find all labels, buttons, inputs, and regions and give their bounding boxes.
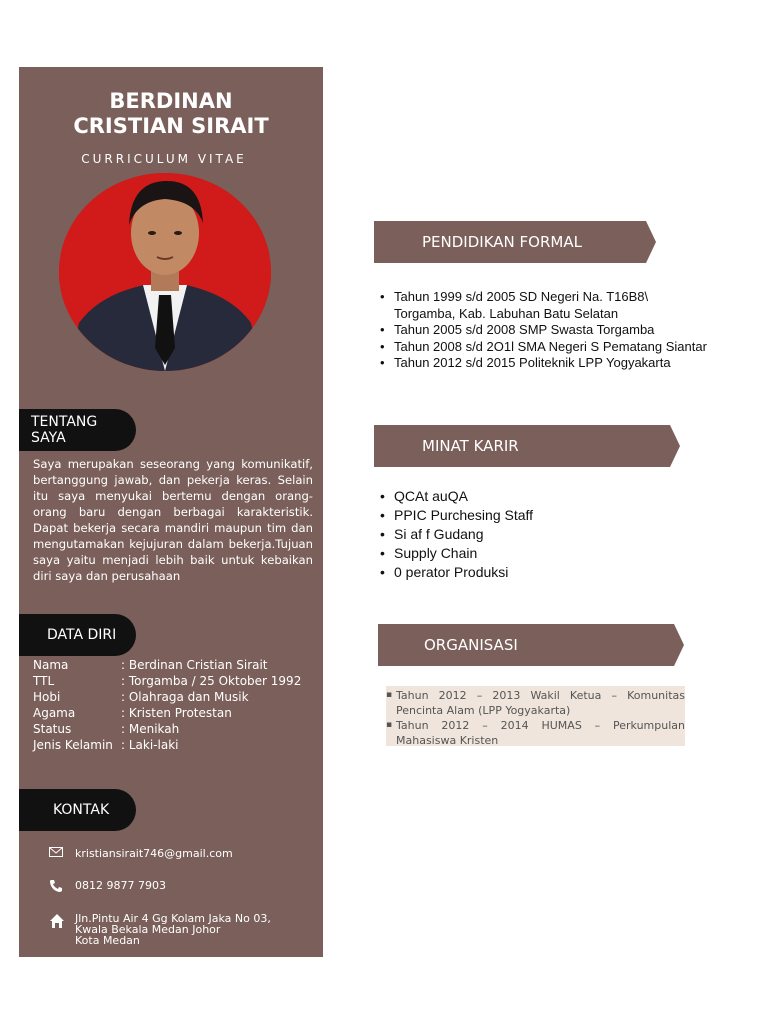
career-heading: MINAT KARIR — [374, 425, 670, 467]
cv-subtitle: CURRICULUM VITAE — [81, 152, 247, 166]
education-list — [378, 289, 708, 372]
contact-email[interactable]: kristiansirait746@gmail.com — [49, 847, 233, 860]
name-line-1: BERDINAN — [109, 89, 233, 113]
list-item: • Tahun 1999 s/d 2005 SD Negeri Na. T16B8\ Torgamba, Kab. Labuhan Batu Selatan — [378, 289, 708, 322]
list-item: • Supply Chain — [378, 544, 678, 563]
about-heading: TENTANG SAYA — [19, 409, 136, 451]
envelope-icon — [49, 847, 65, 860]
list-item: • 0 perator Produksi — [378, 563, 678, 582]
education-heading: PENDIDIKAN FORMAL — [374, 221, 646, 263]
list-item: • PPIC Purchesing Staff — [378, 506, 678, 525]
career-list — [378, 487, 678, 582]
data-row: Status : Menikah — [33, 722, 180, 736]
personal-data-heading: DATA DIRI — [19, 614, 136, 656]
name-line-2: CRISTIAN SIRAIT — [73, 114, 269, 138]
home-icon — [49, 913, 65, 931]
list-item: • Tahun 2008 s/d 2O1l SMA Negeri S Pematang Siantar — [378, 339, 708, 356]
about-text: Saya merupakan seseorang yang komunikatif, bertanggung jawab, dan pekerja keras. Selain itu saya menyukai bertemu dengan orang-orang baru dengan berbagai karakteristik. Dapat bekerja secara mandiri maupun tim dan mengutamakan kejujuran dalam bekerja.Tujuan saya yaitu menjadi lebih baik untuk kebaikan diri saya dan perusahaan — [33, 457, 313, 583]
sidebar — [19, 67, 323, 957]
list-item: ▪ Tahun 2012 – 2013 Wakil Ketua – Komunitas Pencinta Alam (LPP Yogyakarta) — [386, 688, 685, 718]
data-row: TTL : Torgamba / 25 Oktober 1992 — [33, 674, 302, 688]
data-row: Hobi : Olahraga dan Musik — [33, 690, 249, 704]
phone-icon — [49, 879, 65, 896]
organization-heading: ORGANISASI — [378, 624, 674, 666]
data-row: Agama : Kristen Protestan — [33, 706, 232, 720]
contact-phone[interactable]: 0812 9877 7903 — [49, 879, 166, 896]
contact-address: Jln.Pintu Air 4 Gg Kolam Jaka No 03, Kwala Bekala Medan Johor Kota Medan — [49, 913, 271, 946]
list-item: • Tahun 2005 s/d 2008 SMP Swasta Torgamba — [378, 322, 708, 339]
data-row: Jenis Kelamin : Laki-laki — [33, 738, 179, 752]
list-item: • Si af f Gudang — [378, 525, 678, 544]
organization-list — [386, 686, 685, 746]
list-item: ▪ Tahun 2012 – 2014 HUMAS – Perkumpulan Mahasiswa Kristen — [386, 718, 685, 748]
profile-photo — [59, 173, 271, 371]
list-item: • Tahun 2012 s/d 2015 Politeknik LPP Yogyakarta — [378, 355, 708, 372]
contact-heading: KONTAK — [19, 789, 136, 831]
list-item: • QCAt auQA — [378, 487, 678, 506]
personal-data-list — [33, 657, 301, 753]
data-row: Nama : Berdinan Cristian Sirait — [33, 658, 268, 672]
cv-name — [19, 89, 323, 139]
